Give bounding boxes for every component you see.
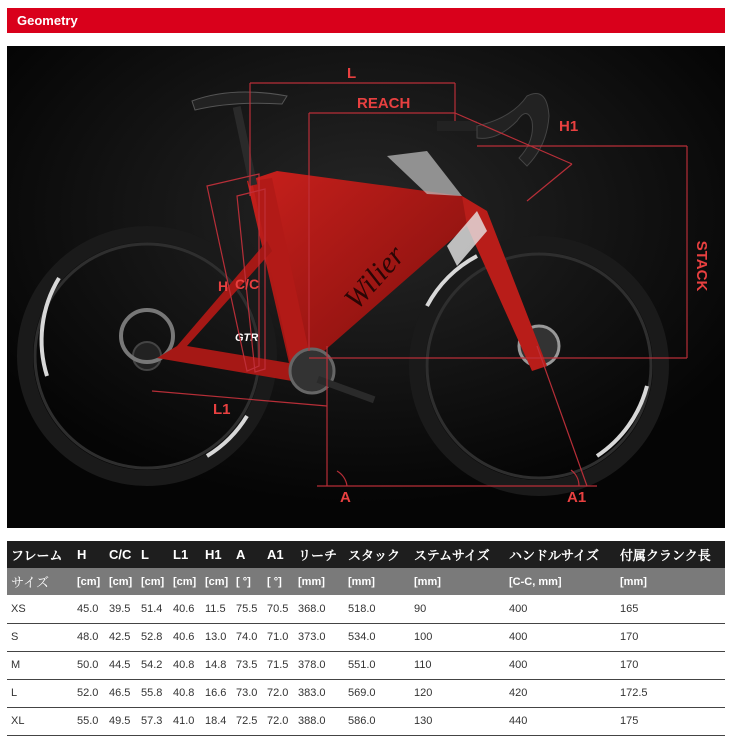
table-cell: 52.8 — [137, 623, 169, 651]
table-cell: 73.0 — [232, 679, 263, 707]
table-cell: 48.0 — [73, 623, 105, 651]
column-header: 付属クランク長 — [616, 541, 725, 568]
column-header: A1 — [263, 541, 294, 568]
column-header: L — [137, 541, 169, 568]
label-reach: REACH — [357, 95, 411, 112]
table-cell: 586.0 — [344, 707, 410, 735]
unit-cell: [cm] — [169, 568, 201, 595]
column-header: H — [73, 541, 105, 568]
unit-cell: [cm] — [73, 568, 105, 595]
table-cell: 378.0 — [294, 651, 344, 679]
column-header: スタック — [344, 541, 410, 568]
table-cell: L — [7, 679, 73, 707]
table-cell: 120 — [410, 679, 505, 707]
unit-cell: サイズ — [7, 568, 73, 595]
table-cell: 41.0 — [169, 707, 201, 735]
table-cell: 55.0 — [73, 707, 105, 735]
table-cell: 16.6 — [201, 679, 232, 707]
label-h1: H1 — [559, 118, 579, 135]
column-header: フレーム — [7, 541, 73, 568]
table-cell: 90 — [410, 595, 505, 623]
table-cell: 420 — [505, 679, 616, 707]
table-cell: 13.0 — [201, 623, 232, 651]
table-cell: 51.4 — [137, 595, 169, 623]
table-cell: 49.5 — [105, 707, 137, 735]
table-cell: 440 — [505, 707, 616, 735]
table-cell: 70.5 — [263, 595, 294, 623]
column-header: C/C — [105, 541, 137, 568]
table-cell: 75.5 — [232, 595, 263, 623]
model-logo: GTR — [235, 332, 259, 344]
table-cell: 46.5 — [105, 679, 137, 707]
unit-cell: [mm] — [616, 568, 725, 595]
unit-cell: [mm] — [344, 568, 410, 595]
table-cell: 172.5 — [616, 679, 725, 707]
column-header: ハンドルサイズ — [505, 541, 616, 568]
table-cell: 72.0 — [263, 679, 294, 707]
bike-geometry-illustration — [7, 46, 725, 528]
table-cell: 551.0 — [344, 651, 410, 679]
table-cell: 45.0 — [73, 595, 105, 623]
column-header: リーチ — [294, 541, 344, 568]
geometry-figure — [7, 46, 725, 528]
table-cell: 42.5 — [105, 623, 137, 651]
table-cell: 72.5 — [232, 707, 263, 735]
table-cell: 400 — [505, 595, 616, 623]
table-cell: 40.6 — [169, 623, 201, 651]
unit-cell: [ °] — [263, 568, 294, 595]
table-cell: 71.0 — [263, 623, 294, 651]
table-cell: 18.4 — [201, 707, 232, 735]
section-title: Geometry — [17, 13, 78, 28]
label-l1: L1 — [213, 401, 231, 418]
table-cell: M — [7, 651, 73, 679]
table-cell: 40.6 — [169, 595, 201, 623]
table-cell: 388.0 — [294, 707, 344, 735]
table-cell: 72.0 — [263, 707, 294, 735]
table-header-row — [7, 541, 725, 568]
unit-cell: [cm] — [201, 568, 232, 595]
unit-cell: [cm] — [137, 568, 169, 595]
table-row — [7, 651, 725, 679]
label-l: L — [347, 65, 357, 82]
section-header — [7, 8, 725, 33]
table-unit-row — [7, 568, 725, 595]
table-cell: 170 — [616, 623, 725, 651]
table-cell: S — [7, 623, 73, 651]
table-cell: 52.0 — [73, 679, 105, 707]
geometry-table — [7, 541, 725, 736]
table-row — [7, 623, 725, 651]
label-stack: STACK — [693, 240, 710, 292]
table-cell: 130 — [410, 707, 505, 735]
label-h: H — [218, 278, 229, 294]
table-cell: 40.8 — [169, 651, 201, 679]
table-cell: 534.0 — [344, 623, 410, 651]
table-row — [7, 595, 725, 623]
unit-cell: [mm] — [410, 568, 505, 595]
table-cell: 73.5 — [232, 651, 263, 679]
table-cell: 50.0 — [73, 651, 105, 679]
table-cell: 400 — [505, 623, 616, 651]
column-header: L1 — [169, 541, 201, 568]
unit-cell: [C-C, mm] — [505, 568, 616, 595]
table-row — [7, 707, 725, 735]
table-cell: 165 — [616, 595, 725, 623]
table-cell: 400 — [505, 651, 616, 679]
brand-logo: Wilier — [337, 239, 412, 316]
table-cell: 518.0 — [344, 595, 410, 623]
table-cell: 100 — [410, 623, 505, 651]
table-cell: 71.5 — [263, 651, 294, 679]
table-row — [7, 679, 725, 707]
table-cell: 74.0 — [232, 623, 263, 651]
table-cell: 373.0 — [294, 623, 344, 651]
unit-cell: [ °] — [232, 568, 263, 595]
table-cell: 39.5 — [105, 595, 137, 623]
table-cell: 383.0 — [294, 679, 344, 707]
table-cell: 368.0 — [294, 595, 344, 623]
table-cell: 54.2 — [137, 651, 169, 679]
table-cell: 569.0 — [344, 679, 410, 707]
column-header: ステムサイズ — [410, 541, 505, 568]
unit-cell: [mm] — [294, 568, 344, 595]
table-cell: 170 — [616, 651, 725, 679]
table-cell: 110 — [410, 651, 505, 679]
label-cc: C/C — [235, 276, 260, 292]
label-a1: A1 — [567, 489, 587, 506]
column-header: H1 — [201, 541, 232, 568]
table-cell: 55.8 — [137, 679, 169, 707]
table-cell: 175 — [616, 707, 725, 735]
label-a: A — [340, 489, 351, 506]
table-cell: 14.8 — [201, 651, 232, 679]
table-cell: 44.5 — [105, 651, 137, 679]
table-cell: 11.5 — [201, 595, 232, 623]
table-cell: 40.8 — [169, 679, 201, 707]
table-cell: XL — [7, 707, 73, 735]
table-cell: 57.3 — [137, 707, 169, 735]
table-cell: XS — [7, 595, 73, 623]
column-header: A — [232, 541, 263, 568]
unit-cell: [cm] — [105, 568, 137, 595]
